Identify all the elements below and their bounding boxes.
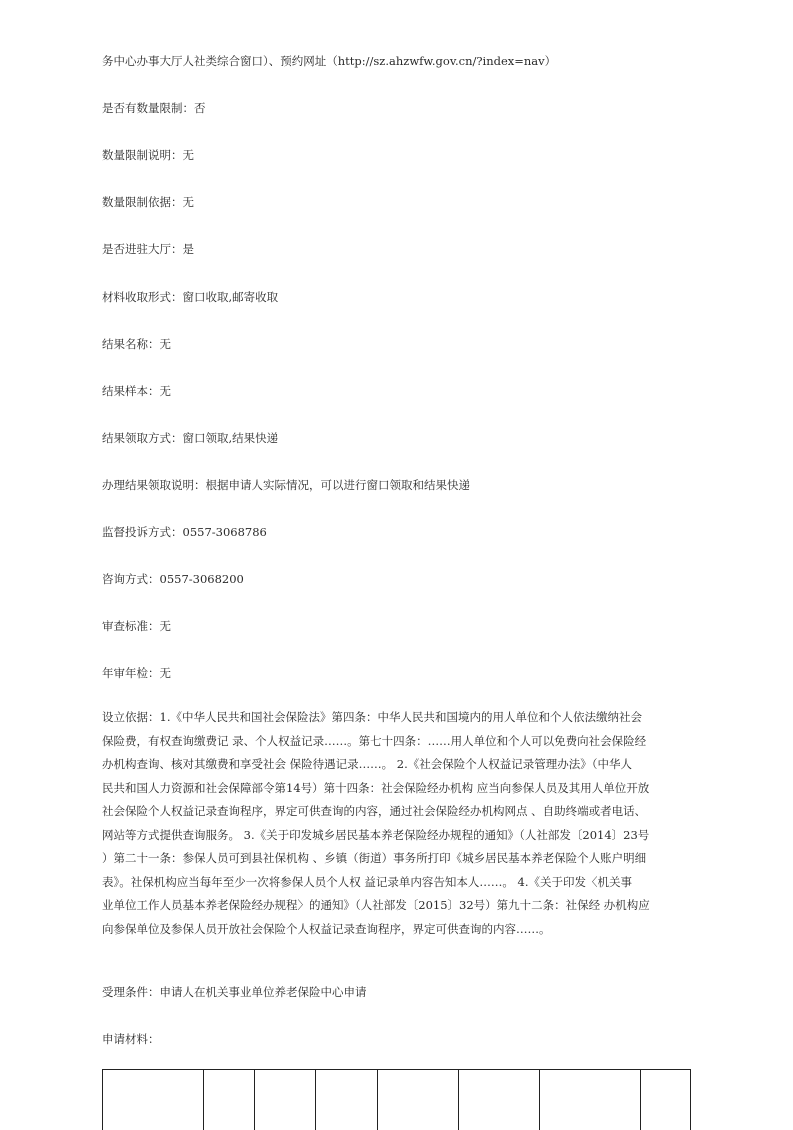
legal-basis-line: 网站等方式提供查询服务。 3.《关于印发城乡居民基本养老保险经办规程的通知》（人社部发〔2014〕23号 <box>102 827 650 842</box>
legal-basis-line: ）第二十一条：参保人员可到县社保机构 、乡镇（街道）事务所打印《城乡居民基本养老保险个人账户明细 <box>102 851 647 865</box>
field-result-delivery: 结果领取方式：窗口领取,结果快递 <box>102 431 279 445</box>
legal-basis-line: 设立依据：1.《中华人民共和国社会保险法》第四条：中华人民共和国境内的用人单位和个人依法缴纳社会 <box>102 710 642 724</box>
field-review-standard: 审查标准：无 <box>102 619 171 633</box>
materials-table <box>102 1069 691 1130</box>
field-quantity-limit-basis: 数量限制依据：无 <box>102 195 194 209</box>
table-column-divider <box>254 1070 255 1130</box>
legal-basis-line: 表》。社保机构应当每年至少一次将参保人员个人权 益记录单内容告知本人……。 4.《关于印发〈机关事 <box>102 874 633 889</box>
field-result-sample: 结果样本：无 <box>102 384 171 398</box>
table-column-divider <box>315 1070 316 1130</box>
legal-basis-line: 业单位工作人员基本养老保险经办规程〉的通知》（人社部发〔2015〕32号）第九十二条：社保经 办机构应 <box>102 898 650 912</box>
field-quantity-limit: 是否有数量限制：否 <box>102 101 206 115</box>
table-column-divider <box>640 1070 641 1130</box>
legal-basis-line: 社会保险个人权益记录查询程序，界定可供查询的内容，通过社会保险经办机构网点 、自助终端或者电话、 <box>102 804 647 818</box>
legal-basis-line: 保险费，有权查询缴费记 录、个人权益记录……。第七十四条：……用人单位和个人可以免费向社会保险经 <box>102 733 647 748</box>
application-materials-label: 申请材料： <box>102 1032 160 1046</box>
table-column-divider <box>690 1070 691 1130</box>
legal-basis-line: 向参保单位及参保人员开放社会保险个人权益记录查询程序，界定可供查询的内容……。 <box>102 921 551 936</box>
service-location-line: 务中心办事大厅人社类综合窗口）、预约网址（http://sz.ahzwfw.gov.cn/?index=nav） <box>102 54 557 68</box>
acceptance-condition: 受理条件：申请人在机关事业单位养老保险中心申请 <box>102 985 367 999</box>
table-column-divider <box>102 1070 103 1130</box>
field-inquiry-contact: 咨询方式：0557-3068200 <box>102 572 244 586</box>
field-result-name: 结果名称：无 <box>102 337 171 351</box>
legal-basis-paragraph <box>102 706 694 941</box>
field-quantity-limit-description: 数量限制说明：无 <box>102 148 194 162</box>
table-column-divider <box>458 1070 459 1130</box>
legal-basis-line: 民共和国人力资源和社会保障部令第14号）第十四条：社会保险经办机构 应当向参保人员及其用人单位开放 <box>102 780 650 795</box>
field-in-hall: 是否进驻大厅：是 <box>102 242 194 256</box>
table-column-divider <box>539 1070 540 1130</box>
field-material-collection: 材料收取形式：窗口收取,邮寄收取 <box>102 290 279 304</box>
field-annual-review: 年审年检：无 <box>102 666 171 680</box>
table-column-divider <box>377 1070 378 1130</box>
legal-basis-line: 办机构查询、核对其缴费和享受社会 保险待遇记录……。 2.《社会保险个人权益记录管理办法》（中华人 <box>102 757 633 771</box>
field-result-delivery-note: 办理结果领取说明：根据申请人实际情况，可以进行窗口领取和结果快递 <box>102 478 470 492</box>
table-column-divider <box>203 1070 204 1130</box>
field-complaint-contact: 监督投诉方式：0557-3068786 <box>102 525 267 539</box>
